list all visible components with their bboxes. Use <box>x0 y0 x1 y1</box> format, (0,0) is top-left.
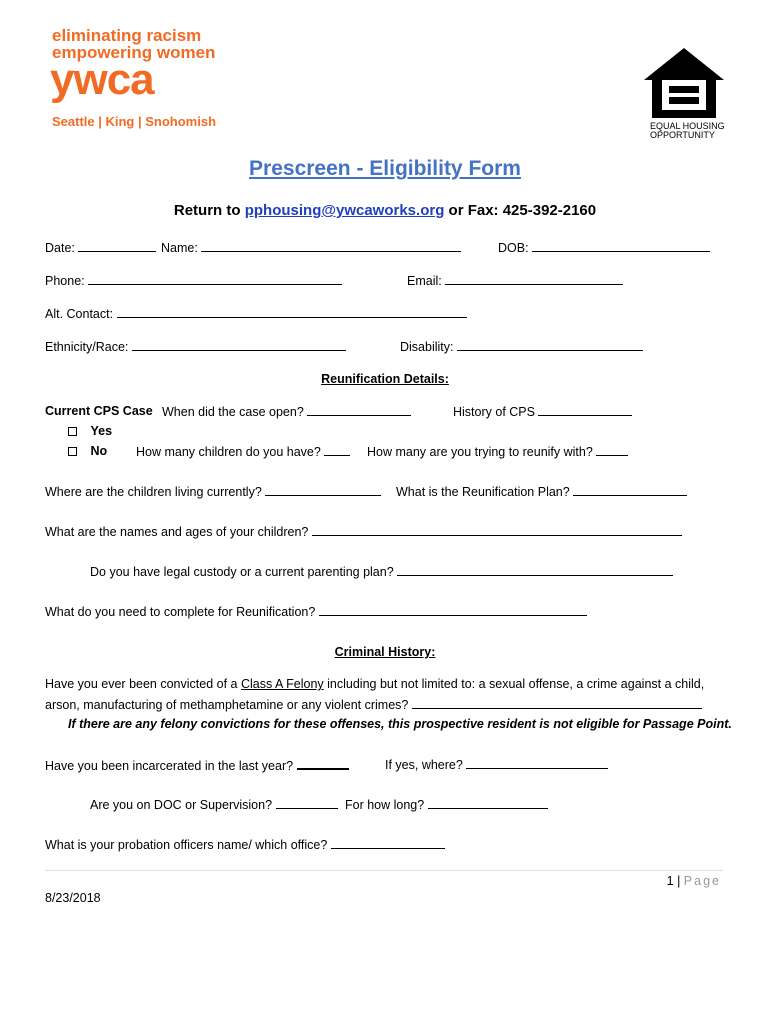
reunification-needs-field <box>45 604 587 619</box>
felony-suffix: including but not limited to: a sexual offense, a crime against a child, <box>323 677 705 691</box>
date-field <box>45 240 156 255</box>
page-number-separator: | <box>673 874 684 888</box>
probation-officer-label: What is your probation officers name/ which office? <box>45 838 328 852</box>
case-open-blank[interactable] <box>307 404 411 416</box>
criminal-heading: Criminal History: <box>334 645 436 659</box>
disability-field <box>400 339 643 354</box>
supervision-length-label: For how long? <box>345 798 425 812</box>
ineligibility-notice: If there are any felony convictions for these offenses, this prospective resident is not eligible for Passage Point. <box>68 717 732 731</box>
custody-blank[interactable] <box>397 564 673 576</box>
felony-question-line1 <box>45 677 704 691</box>
custody-field <box>90 564 673 579</box>
return-line <box>0 202 770 219</box>
children-count-field <box>136 444 350 459</box>
yes-label: Yes <box>90 424 113 438</box>
history-cps-blank[interactable] <box>538 404 632 416</box>
no-label: No <box>90 444 108 458</box>
children-living-label: Where are the children living currently? <box>45 485 262 499</box>
equal-housing-logo <box>642 46 726 140</box>
doc-supervision-field <box>90 797 338 812</box>
logo-tagline-1: eliminating racism <box>52 26 202 45</box>
ethnicity-blank[interactable] <box>132 339 346 351</box>
name-blank[interactable] <box>201 240 461 252</box>
probation-officer-field <box>45 837 445 852</box>
no-checkbox[interactable] <box>68 447 77 456</box>
children-living-blank[interactable] <box>265 484 381 496</box>
reunify-count-label: How many are you trying to reunify with? <box>367 445 593 459</box>
return-email-link[interactable]: pphousing@ywcaworks.org <box>244 202 445 219</box>
disability-label: Disability: <box>400 340 454 354</box>
children-count-label: How many children do you have? <box>136 445 321 459</box>
reunification-plan-label: What is the Reunification Plan? <box>396 485 570 499</box>
return-prefix: Return to <box>173 202 245 219</box>
class-a-felony-link: Class A Felony <box>240 677 324 691</box>
reunification-plan-blank[interactable] <box>573 484 687 496</box>
reunification-heading: Reunification Details: <box>321 372 449 386</box>
phone-field <box>45 273 342 288</box>
doc-supervision-blank[interactable] <box>276 797 338 809</box>
dob-field <box>498 240 710 255</box>
date-label: Date: <box>45 241 75 255</box>
ethnicity-field <box>45 339 346 354</box>
email-blank[interactable] <box>445 273 623 285</box>
alt-contact-blank[interactable] <box>117 306 467 318</box>
felony-prefix: Have you ever been convicted of a <box>45 677 241 691</box>
phone-label: Phone: <box>45 274 85 288</box>
reunify-count-blank[interactable] <box>596 444 628 456</box>
supervision-length-blank[interactable] <box>428 797 548 809</box>
reunification-needs-blank[interactable] <box>319 604 587 616</box>
dob-blank[interactable] <box>532 240 710 252</box>
return-fax: or Fax: 425-392-2160 <box>444 202 597 219</box>
children-living-field <box>45 484 381 499</box>
yes-checkbox[interactable] <box>68 427 77 436</box>
incarcerated-blank[interactable] <box>297 757 349 770</box>
children-count-blank[interactable] <box>324 444 350 456</box>
form-date: 8/23/2018 <box>45 891 101 905</box>
email-label: Email: <box>407 274 442 288</box>
case-open-field <box>162 404 411 419</box>
incarcerated-field <box>45 757 349 773</box>
logo-tagline-2: empowering women <box>52 43 216 62</box>
equal-housing-text-1: EQUAL HOUSING <box>650 121 725 131</box>
dob-label: DOB: <box>498 241 529 255</box>
history-cps-label: History of CPS <box>453 405 535 419</box>
supervision-length-field <box>345 797 548 812</box>
page-number-value: 1 <box>666 874 674 888</box>
custody-label: Do you have legal custody or a current parenting plan? <box>90 565 394 579</box>
name-label: Name: <box>161 241 198 255</box>
ywca-logo: ywca <box>50 55 154 104</box>
children-names-field <box>45 524 682 539</box>
felony-question-line2 <box>45 697 702 712</box>
name-field <box>161 240 461 255</box>
probation-officer-blank[interactable] <box>331 837 445 849</box>
phone-blank[interactable] <box>88 273 342 285</box>
children-names-label: What are the names and ages of your children? <box>45 525 309 539</box>
incarceration-where-blank[interactable] <box>466 757 608 769</box>
felony-blank[interactable] <box>412 697 702 709</box>
cps-yes-option[interactable] <box>68 424 112 438</box>
children-names-blank[interactable] <box>312 524 682 536</box>
footer-divider <box>45 870 723 871</box>
cps-no-option[interactable] <box>68 444 107 458</box>
equal-housing-text-2: OPPORTUNITY <box>650 130 715 140</box>
page-label: Page <box>683 874 721 888</box>
ethnicity-label: Ethnicity/Race: <box>45 340 129 354</box>
reunification-plan-field <box>396 484 687 499</box>
reunify-count-field <box>367 444 628 459</box>
felony-line2-label: arson, manufacturing of methamphetamine or any violent crimes? <box>45 698 409 712</box>
page-number <box>667 874 721 888</box>
alt-contact-field <box>45 306 467 321</box>
equal-housing-house-icon <box>642 46 726 120</box>
history-cps-field <box>453 404 632 419</box>
case-open-label: When did the case open? <box>162 405 304 419</box>
date-blank[interactable] <box>78 240 156 252</box>
email-field <box>407 273 623 288</box>
disability-blank[interactable] <box>457 339 643 351</box>
reunification-needs-label: What do you need to complete for Reunification? <box>45 605 316 619</box>
incarceration-where-field <box>385 757 608 772</box>
alt-contact-label: Alt. Contact: <box>45 307 114 321</box>
current-cps-label: Current CPS Case <box>45 404 153 418</box>
incarceration-where-label: If yes, where? <box>385 758 463 772</box>
doc-supervision-label: Are you on DOC or Supervision? <box>90 798 273 812</box>
page-title: Prescreen - Eligibility Form <box>249 157 521 180</box>
incarcerated-label: Have you been incarcerated in the last year? <box>45 759 294 773</box>
logo-region: Seattle | King | Snohomish <box>52 114 217 129</box>
